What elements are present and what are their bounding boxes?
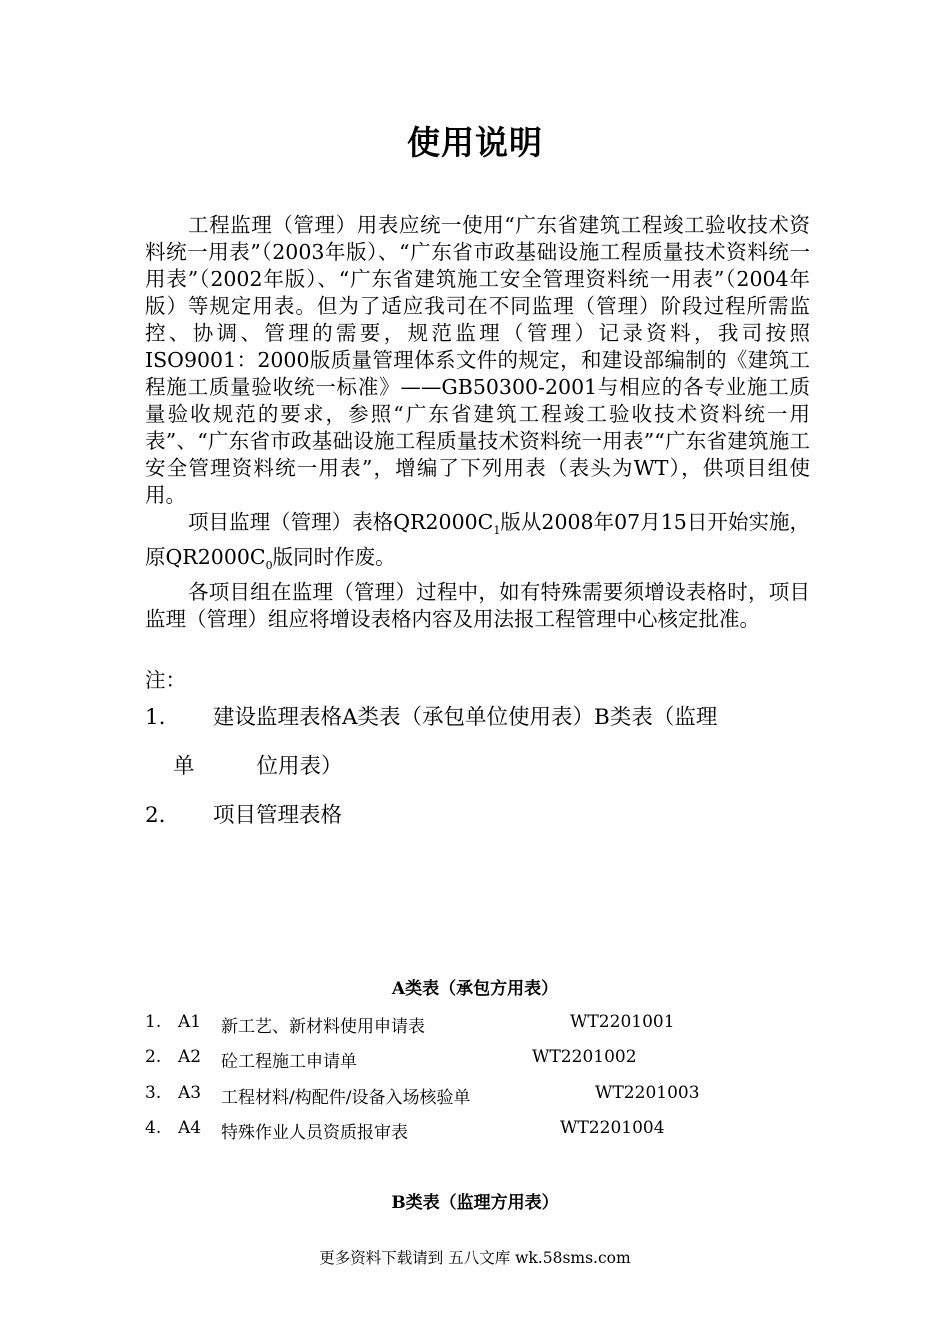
note-item-1-continuation [173, 749, 343, 780]
table-row [145, 1047, 745, 1072]
row-code: A4 [178, 1118, 202, 1138]
footer-text: 更多资料下载请到 五八文库 wk.58sms.com [319, 1249, 631, 1267]
paragraph-2-sub2: 0 [265, 559, 273, 573]
note-item-1-cont-a: 单 [173, 754, 195, 779]
note-item-2-number: 2. [145, 803, 166, 828]
notes-label: 注： [145, 668, 186, 692]
note-item-1-number: 1. [145, 705, 166, 730]
paragraph-2-after: 版同时作废。 [272, 545, 396, 570]
row-code: A1 [178, 1012, 202, 1032]
note-item-2-text: 项目管理表格 [213, 803, 343, 828]
row-number: 2. [145, 1047, 162, 1067]
paragraph-3: 各项目组在监理（管理）过程中，如有特殊需要须增设表格时，项目监理（管理）组应将增设表格内容及用法报工程管理中心核定批准。 [145, 580, 810, 632]
table-row [145, 1083, 745, 1108]
paragraph-1: 工程监理（管理）用表应统一使用“广东省建筑工程竣工验收技术资料统一用表”（2003年版）、“广东省市政基础设施工程质量技术资料统一用表”（2002年版）、“广东省建筑施工安全管理资料统一用表”（2004年版）等规定用表。但为了适应我司在不同监理（管理）阶段过程所需监控、协调、管理的需要，规范监理（管理）记录资料，我司按照ISO9001：2000版质量管理体系文件的规定，和建设部编制的《建筑工程施工质量验收统一标准》——GB50300-2001与相应的各专业施工质量验收规范的要求，参照“广东省建筑工程竣工验收技术资料统一用表”、“广东省市政基础设施工程质量技术资料统一用表”“广东省建筑施工安全管理资料统一用表”，增编了下列用表（表头为WT），供项目组使用。 [145, 213, 810, 507]
row-code: A3 [178, 1083, 202, 1103]
row-name: 砼工程施工申请单 [221, 1052, 357, 1072]
note-item-1-cont-b: 位用表） [256, 754, 343, 779]
row-number: 3. [145, 1083, 162, 1103]
row-ref: WT2201001 [570, 1012, 675, 1032]
row-number: 1. [145, 1012, 162, 1032]
page-title: 使用说明 [407, 123, 543, 162]
paragraph-2-sub1: 1 [493, 524, 501, 538]
row-ref: WT2201002 [532, 1047, 637, 1067]
note-item-1-text: 建设监理表格A类表（承包单位使用表）B类表（监理 [213, 705, 718, 730]
table-row [145, 1012, 745, 1037]
paragraph-2-before: 项目监理（管理）表格QR2000C [188, 510, 494, 534]
intro-text [145, 212, 810, 633]
section-b-title: B类表（监理方用表） [391, 1193, 559, 1213]
row-name: 新工艺、新材料使用申请表 [221, 1017, 425, 1037]
row-ref: WT2201003 [595, 1083, 700, 1103]
row-number: 4. [145, 1118, 162, 1138]
note-item-2 [145, 798, 342, 829]
row-name: 工程材料/构配件/设备入场核验单 [221, 1088, 471, 1108]
row-code: A2 [178, 1047, 202, 1067]
paragraph-2-middle: 版从2008年07月15日开始实施，原QR2000C [145, 510, 810, 570]
row-name: 特殊作业人员资质报审表 [221, 1123, 408, 1143]
row-ref: WT2201004 [560, 1118, 665, 1138]
section-a-title: A类表（承包方用表） [391, 979, 559, 999]
note-item-1 [145, 700, 717, 731]
paragraph-2 [145, 509, 810, 579]
table-row [145, 1118, 745, 1143]
